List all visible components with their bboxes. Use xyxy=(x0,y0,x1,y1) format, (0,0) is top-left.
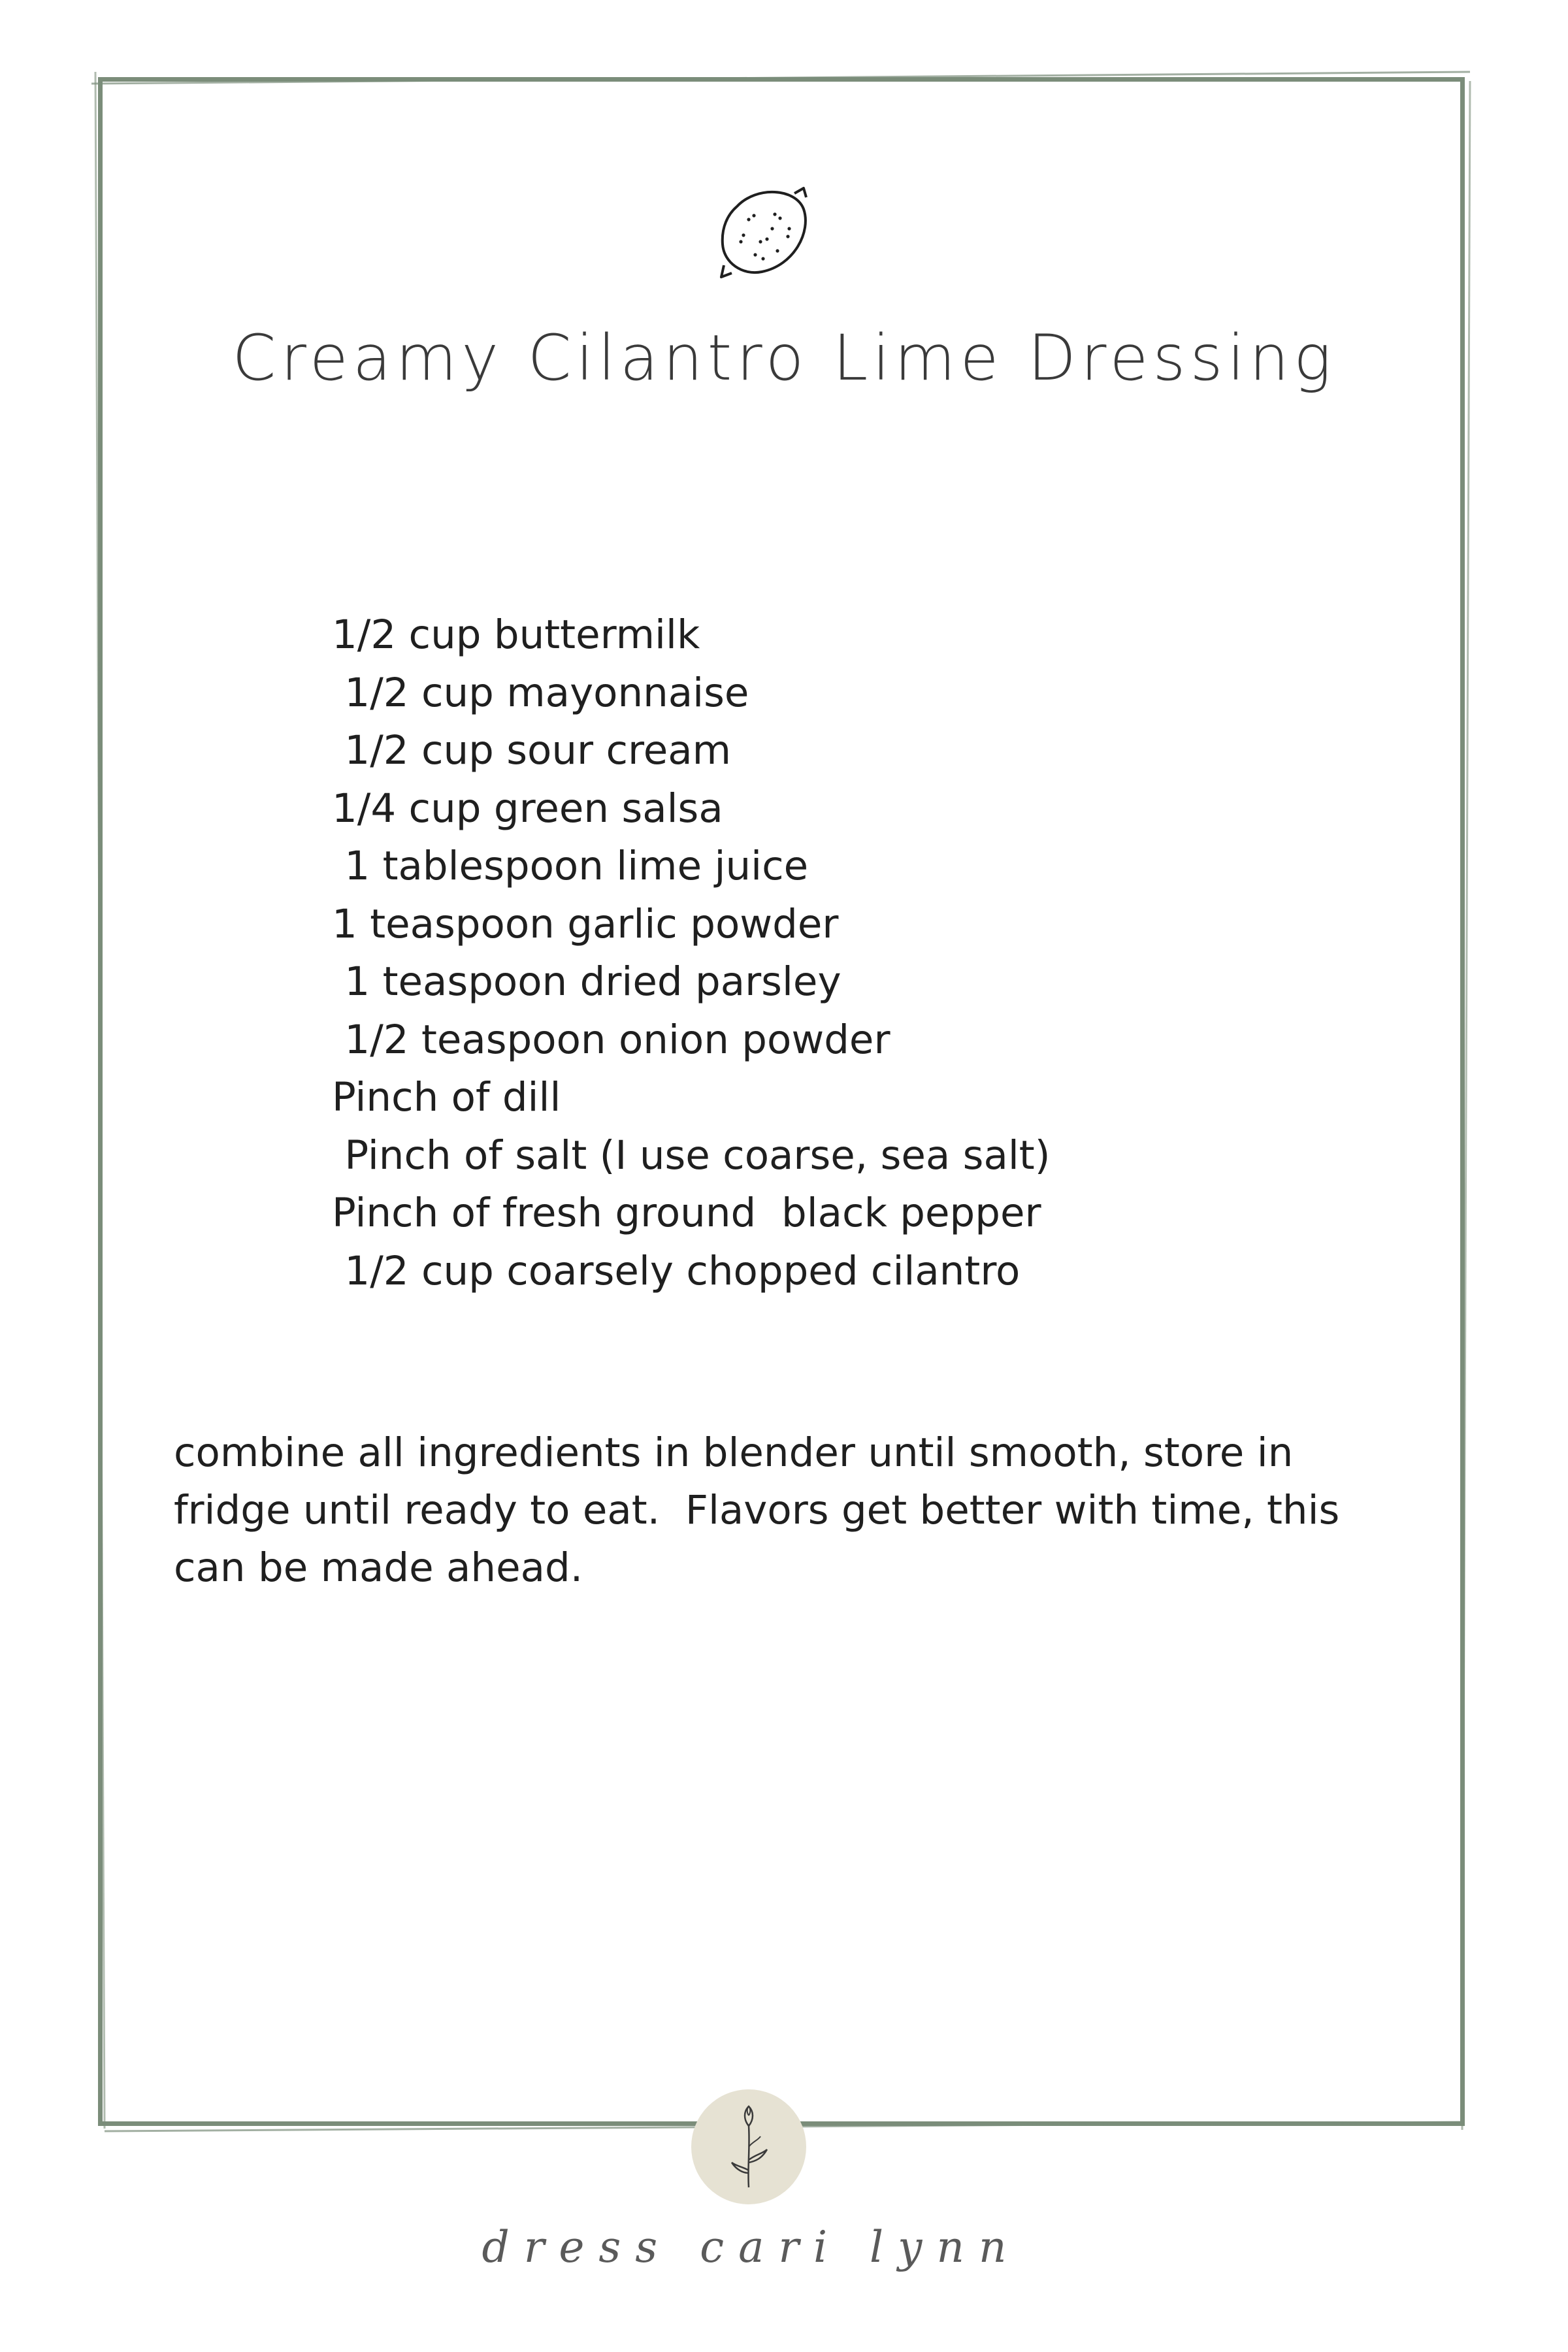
ingredient-item: 1/2 teaspoon onion powder xyxy=(332,1016,890,1063)
ingredient-item: 1/2 cup sour cream xyxy=(332,727,732,774)
ingredient-item: 1 tablespoon lime juice xyxy=(332,843,809,889)
ingredient-item: 1/2 cup buttermilk xyxy=(332,612,700,658)
instructions-paragraph xyxy=(174,1424,1415,1597)
ingredient-item: 1 teaspoon dried parsley xyxy=(332,958,841,1005)
brand-signature xyxy=(457,2195,1045,2300)
ingredient-item: Pinch of dill xyxy=(332,1074,561,1120)
ingredient-item: 1/2 cup mayonnaise xyxy=(332,669,749,716)
flower-icon xyxy=(691,2089,806,2204)
instructions-line: fridge until ready to eat. Flavors get better with time, this xyxy=(174,1487,1340,1533)
ingredient-item: 1/2 cup coarsely chopped cilantro xyxy=(332,1247,1021,1294)
recipe-title: Creamy Cilantro Lime Dressing xyxy=(232,321,1336,395)
ingredient-item: Pinch of fresh ground black pepper xyxy=(332,1190,1041,1236)
instructions-line: combine all ingredients in blender until smooth, store in xyxy=(174,1429,1294,1476)
brand-badge xyxy=(691,2089,806,2204)
ingredient-item: Pinch of salt (I use coarse, sea salt) xyxy=(332,1132,1051,1179)
instructions-line: can be made ahead. xyxy=(174,1544,583,1591)
lime-icon xyxy=(711,182,815,286)
brand-signature-text: dress cari lynn xyxy=(482,2222,1021,2272)
ingredient-list xyxy=(332,606,1051,1300)
ingredient-item: 1 teaspoon garlic powder xyxy=(332,900,839,947)
ingredient-item: 1/4 cup green salsa xyxy=(332,785,723,832)
